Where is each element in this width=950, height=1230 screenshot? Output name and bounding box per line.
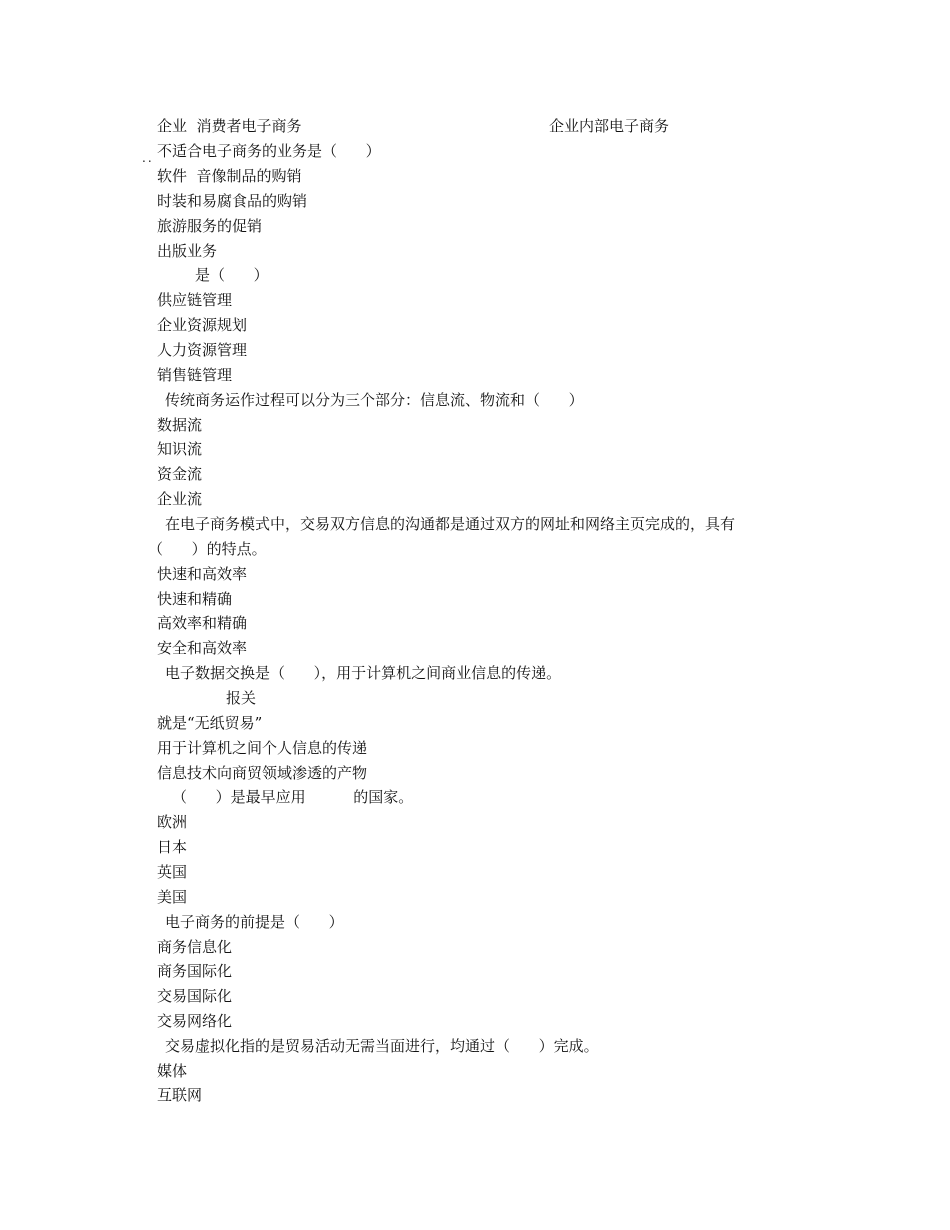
option-text: 安全和高效率 xyxy=(157,639,248,657)
question-text: 传统商务运作过程可以分为三个部分：信息流、物流和（ ） xyxy=(165,391,584,409)
option-text: 资金流 xyxy=(157,465,203,483)
option-text: 人力资源管理 xyxy=(157,341,248,359)
option-text: 企业 消费者电子商务 xyxy=(157,117,302,135)
option-text: 出版业务 xyxy=(157,242,218,260)
option-text: 商务国际化 xyxy=(157,962,233,980)
option-text: 互联网 xyxy=(157,1086,203,1104)
option-text: 媒体 xyxy=(157,1062,188,1080)
option-text: 数据流 xyxy=(157,416,203,434)
option-text: 日本 xyxy=(157,838,188,856)
option-text: 旅游服务的促销 xyxy=(157,217,263,235)
question-text: （ ）的特点。 xyxy=(148,540,267,558)
option-text: 企业内部电子商务 xyxy=(549,117,670,135)
option-text: 高效率和精确 xyxy=(157,614,248,632)
option-text: 交易国际化 xyxy=(157,987,233,1005)
question-text: 交易虚拟化指的是贸易活动无需当面进行，均通过（ ）完成。 xyxy=(165,1037,599,1055)
option-text: 企业资源规划 xyxy=(157,316,248,334)
option-text: 欧洲 xyxy=(157,813,188,831)
option-text: 知识流 xyxy=(157,440,203,458)
option-text: 英国 xyxy=(157,863,188,881)
option-text: 快速和精确 xyxy=(157,590,233,608)
option-text: 企业流 xyxy=(157,490,203,508)
option-text: 供应链管理 xyxy=(157,291,233,309)
option-text: 信息技术向商贸领域渗透的产物 xyxy=(157,764,368,782)
option-text: 商务信息化 xyxy=(157,938,233,956)
question-text: （ ）是最早应用 的国家。 xyxy=(172,788,414,806)
question-text: 不适合电子商务的业务是（ ） xyxy=(157,142,381,160)
question-text: 电子商务的前提是（ ） xyxy=(165,913,344,931)
option-text: 用于计算机之间个人信息的传递 xyxy=(157,739,368,757)
option-text: 报关 xyxy=(226,689,257,707)
option-text: 快速和高效率 xyxy=(157,565,248,583)
option-text: 交易网络化 xyxy=(157,1012,233,1030)
question-text: 是（ ） xyxy=(195,266,269,284)
option-text: 销售链管理 xyxy=(157,366,233,384)
option-text: 软件 音像制品的购销 xyxy=(157,167,302,185)
option-text: 就是“无纸贸易” xyxy=(157,714,263,732)
option-text: 美国 xyxy=(157,888,188,906)
dots-mark: .. xyxy=(142,151,154,165)
option-text: 时装和易腐食品的购销 xyxy=(157,192,308,210)
question-text: 在电子商务模式中，交易双方信息的沟通都是通过双方的网址和网络主页完成的，具有 xyxy=(165,515,736,533)
question-text: 电子数据交换是（ ），用于计算机之间商业信息的传递。 xyxy=(165,664,562,682)
